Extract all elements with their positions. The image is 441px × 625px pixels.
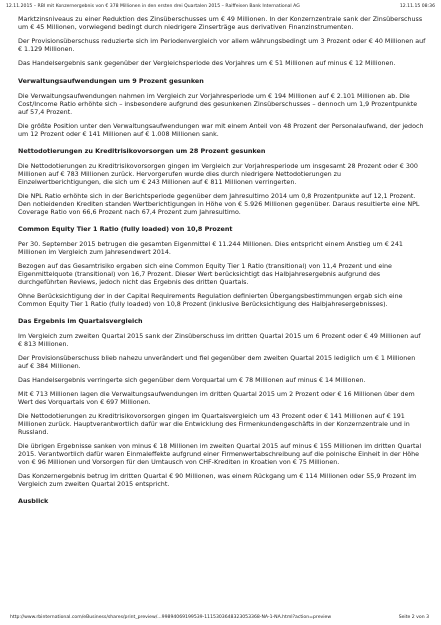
page-number: Seite 2 von 3 — [398, 615, 429, 620]
paragraph: Das Handelsergebnis sank gegenüber der Vergleichsperiode des Vorjahres um € 51 Millionen auf minus € 12 Millionen. — [18, 60, 396, 67]
section-heading: Ausblick — [18, 497, 49, 505]
paragraph: Die größte Position unter den Verwaltungsaufwendungen war mit einem Anteil von 48 Prozent der Personalaufwand, der jedoch um 12 Prozent oder € 141 Millionen auf € 1.008 Millionen sank. — [18, 123, 424, 138]
paragraph: Mit € 713 Millionen lagen die Verwaltungsaufwendungen im dritten Quartal 2015 um 2 Prozent oder € 16 Millionen über dem Wert des Vorquartals von € 697 Millionen. — [18, 391, 415, 406]
paragraph: Der Provisionsüberschuss blieb nahezu unverändert und fiel gegenüber dem zweiten Quartal 2015 lediglich um € 1 Millionen auf € 384 Millionen. — [18, 355, 416, 370]
paragraph: Im Vergleich zum zweiten Quartal 2015 sank der Zinsüberschuss im dritten Quartal 2015 um 6 Prozent oder € 49 Millionen auf € 813 Millionen. — [18, 333, 421, 348]
paragraph: Der Provisionsüberschuss reduzierte sich im Periodenvergleich vor allem währungsbedingt um 3 Prozent oder € 40 Millionen auf € 1.129 Millionen. — [18, 38, 426, 53]
header-timestamp: 12.11.15 08:36 — [399, 4, 435, 9]
paragraph: Das Handelsergebnis verringerte sich gegenüber dem Vorquartal um € 78 Millionen auf minus € 14 Millionen. — [18, 377, 366, 384]
paragraph: Das Konzernergebnis betrug im dritten Quartal € 90 Millionen, was einem Rückgang um € 114 Millionen oder 55,9 Prozent im Vergleich zum zweiten Quartal 2015 entspricht. — [18, 473, 417, 488]
paragraph: Die Verwaltungsaufwendungen nahmen im Vergleich zur Vorjahresperiode um € 194 Millionen auf € 2.101 Millionen ab. Die Cost/Income Ratio erhöhte sich – insbesondere aufgrund des gesunkenen Zinsüberschusses – dennoch um 1,9 Prozentpunkte auf 57,4 Prozent. — [18, 93, 418, 116]
section-heading: Das Ergebnis im Quartalsvergleich — [18, 317, 143, 325]
paragraph: Bezogen auf das Gesamtrisiko ergaben sich eine Common Equity Tier 1 Ratio (transitional) von 11,4 Prozent und eine Eigenmittelquote (transitional) von 16,7 Prozent. Dieser Wert berücksichtigt das Halbjahresergebnis aufgrund des durchgeführten Reviews, jedoch nicht das Ergebnis des dritten Quartals. — [18, 263, 392, 286]
paragraph: Die Nettodotierungen zu Kreditrisikovorsorgen gingen im Quartalsvergleich um 43 Prozent oder € 141 Millionen auf € 191 Millionen zurück. Hauptverantwortlich dafür war die Entwicklung des Firmenkundengeschäfts in der Konzernzentrale und in Russland. — [18, 413, 410, 436]
paragraph: Die übrigen Ergebnisse sanken von minus € 18 Millionen im zweiten Quartal 2015 auf minus € 155 Millionen im dritten Quartal 2015. Verantwortlich dafür waren Einmaleffekte aufgrund einer Firmenwertabschreibung auf die polnische Einheit in der Höhe von € 96 Millionen und Vorsorgen für den Umtausch von CHF-Krediten in Kroatien von € 75 Millionen. — [18, 443, 422, 466]
footer-url: http://www.rbinternational.com/eBusiness/shares/print_preview/...99894069199539-1115303648323053368-NA-1-NA.html?action=preview — [10, 615, 332, 620]
header-title: 12.11.2015 – RBI mit Konzernergebnis von € 378 Millionen in den ersten drei Quartalen 2015 – Raiffeisen Bank International AG — [6, 4, 300, 9]
section-heading: Verwaltungsaufwendungen um 9 Prozent gesunken — [18, 77, 204, 85]
print-header — [6, 3, 435, 11]
paragraph: Per 30. September 2015 betrugen die gesamten Eigenmittel € 11.244 Millionen. Dies entspricht einem Anstieg um € 241 Millionen im Vergleich zum Jahresendwert 2014. — [18, 241, 403, 256]
paragraph: Ohne Berücksichtigung der in der Capital Requirements Regulation definierten Übergangsbestimmungen ergab sich eine Common Equity Tier 1 Ratio (fully loaded) von 10,8 Prozent (inklusive Berücksichtigung des Halbjahresergebnisses). — [18, 293, 403, 308]
section-heading: Nettodotierungen zu Kreditrisikovorsorgen um 28 Prozent gesunken — [18, 147, 266, 155]
article-body — [18, 16, 426, 513]
paragraph: Marktzinsniveaus zu einer Reduktion des Zinsüberschusses um € 49 Millionen. In der Konzernzentrale sank der Zinsüberschuss um € 45 Millionen, vorwiegend bedingt durch niedrigere Zinserträge aus derivativen Finanzinstrumenten. — [18, 16, 423, 31]
section-heading: Common Equity Tier 1 Ratio (fully loaded) von 10,8 Prozent — [18, 225, 233, 233]
paragraph: Die NPL Ratio erhöhte sich in der Berichtsperiode gegenüber dem Jahresultimo 2014 um 0,8 Prozentpunkte auf 12,1 Prozent. Den notleidenden Krediten standen Wertberichtigungen in Höhe von € 5.926 Millionen gegenüber. Daraus resultierte eine NPL Coverage Ratio von 66,6 Prozent nach 67,4 Prozent zum Jahresultimo. — [18, 193, 420, 216]
print-footer — [6, 614, 435, 622]
paragraph: Die Nettodotierungen zu Kreditrisikovorsorgen gingen im Vergleich zur Vorjahresperiode um insgesamt 28 Prozent oder € 300 Millionen auf € 783 Millionen zurück. Hervorgerufen wurde dies durch niedrigere Nettodotierungen zu Einzelwertberichtigungen, die sich um € 243 Millionen auf € 811 Millionen verringerten. — [18, 163, 418, 186]
